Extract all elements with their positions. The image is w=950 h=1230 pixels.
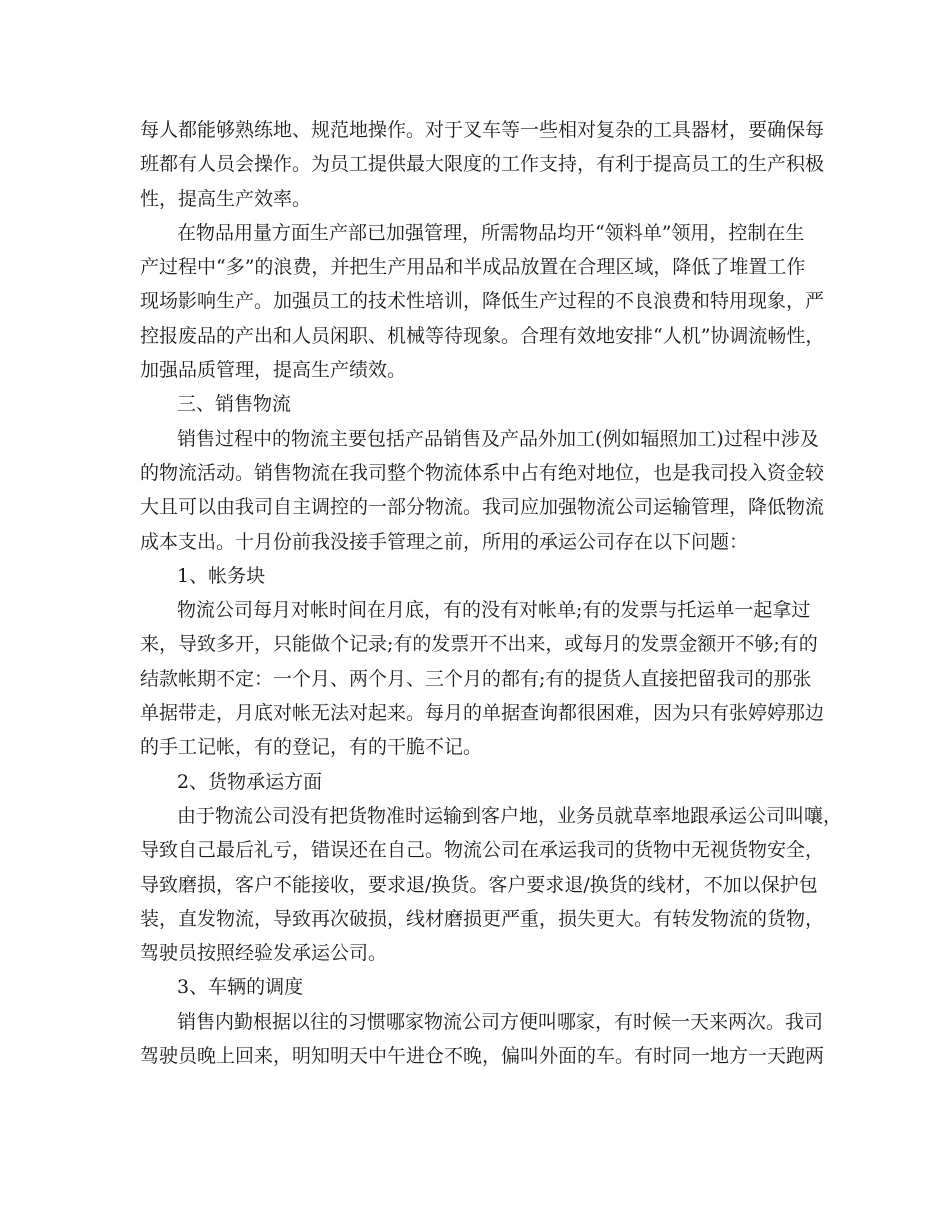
text-line: 加强品质管理，提高生产绩效。 (140, 359, 407, 382)
text-line: 三、销售物流 (177, 393, 292, 416)
text-line: 结款帐期不定：一个月、两个月、三个月的都有;有的提货人直接把留我司的那张 (140, 667, 812, 690)
text-line: 在物品用量方面生产部已加强管理，所需物品均开“领料单”领用，控制在生 (177, 221, 805, 244)
text-line: 每人都能够熟练地、规范地操作。对于叉车等一些相对复杂的工具器材，要确保每 (140, 119, 825, 141)
text-line: 3、车辆的调度 (177, 976, 304, 999)
text-line: 2、货物承运方面 (177, 770, 323, 793)
text-line: 成本支出。十月份前我没接手管理之前，所用的承运公司存在以下问题： (140, 530, 749, 553)
text-line: 导致磨损，客户不能接收，要求退/换货。客户要求退/换货的线材，不加以保护包 (140, 873, 818, 896)
text-line: 由于物流公司没有把货物准时运输到客户地，业务员就草率地跟承运公司叫嚷， (177, 804, 843, 827)
text-line: 来，导致多开，只能做个记录;有的发票开不出来，或每月的发票金额开不够;有的 (140, 633, 818, 656)
text-line: 班都有人员会操作。为员工提供最大限度的工作支持，有利于提高员工的生产积极 (140, 153, 825, 176)
text-line: 销售过程中的物流主要包括产品销售及产品外加工(例如辐照加工)过程中涉及 (177, 427, 819, 450)
text-line: 现场影响生产。加强员工的技术性培训，降低生产过程的不良浪费和特用现象，严 (140, 290, 825, 313)
document-body (140, 113, 843, 1073)
text-line: 驾驶员按照经验发承运公司。 (140, 942, 388, 965)
text-line: 的手工记帐，有的登记，有的干脆不记。 (140, 736, 483, 759)
text-line: 的物流活动。销售物流在我司整个物流体系中占有绝对地位，也是我司投入资金较 (140, 461, 825, 484)
text-line: 物流公司每月对帐时间在月底，有的没有对帐单;有的发票与托运单一起拿过 (177, 599, 811, 622)
text-line: 销售内勤根据以往的习惯哪家物流公司方便叫哪家，有时候一天来两次。我司 (177, 1010, 824, 1033)
text-line: 导致自己最后礼亏，错误还在自己。物流公司在承运我司的货物中无视货物安全， (140, 839, 825, 862)
text-line: 驾驶员晚上回来，明知明天中午进仓不晚，偏叫外面的车。有时同一地方一天跑两 (140, 1045, 825, 1068)
text-line: 单据带走，月底对帐无法对起来。每月的单据查询都很困难，因为只有张婷婷那边 (140, 702, 825, 725)
text-line: 装，直发物流，导致再次破损，线材磨损更严重，损失更大。有转发物流的货物， (140, 907, 825, 930)
text-line: 1、帐务块 (177, 564, 266, 587)
text-line: 控报废品的产出和人员闲职、机械等待现象。合理有效地安排“人机”协调流畅性， (140, 324, 825, 347)
text-line: 大且可以由我司自主调控的一部分物流。我司应加强物流公司运输管理，降低物流 (140, 496, 825, 519)
text-line: 性，提高生产效率。 (140, 187, 312, 210)
text-line: 产过程中“多”的浪费，并把生产用品和半成品放置在合理区域，降低了堆置工作 (140, 256, 806, 279)
